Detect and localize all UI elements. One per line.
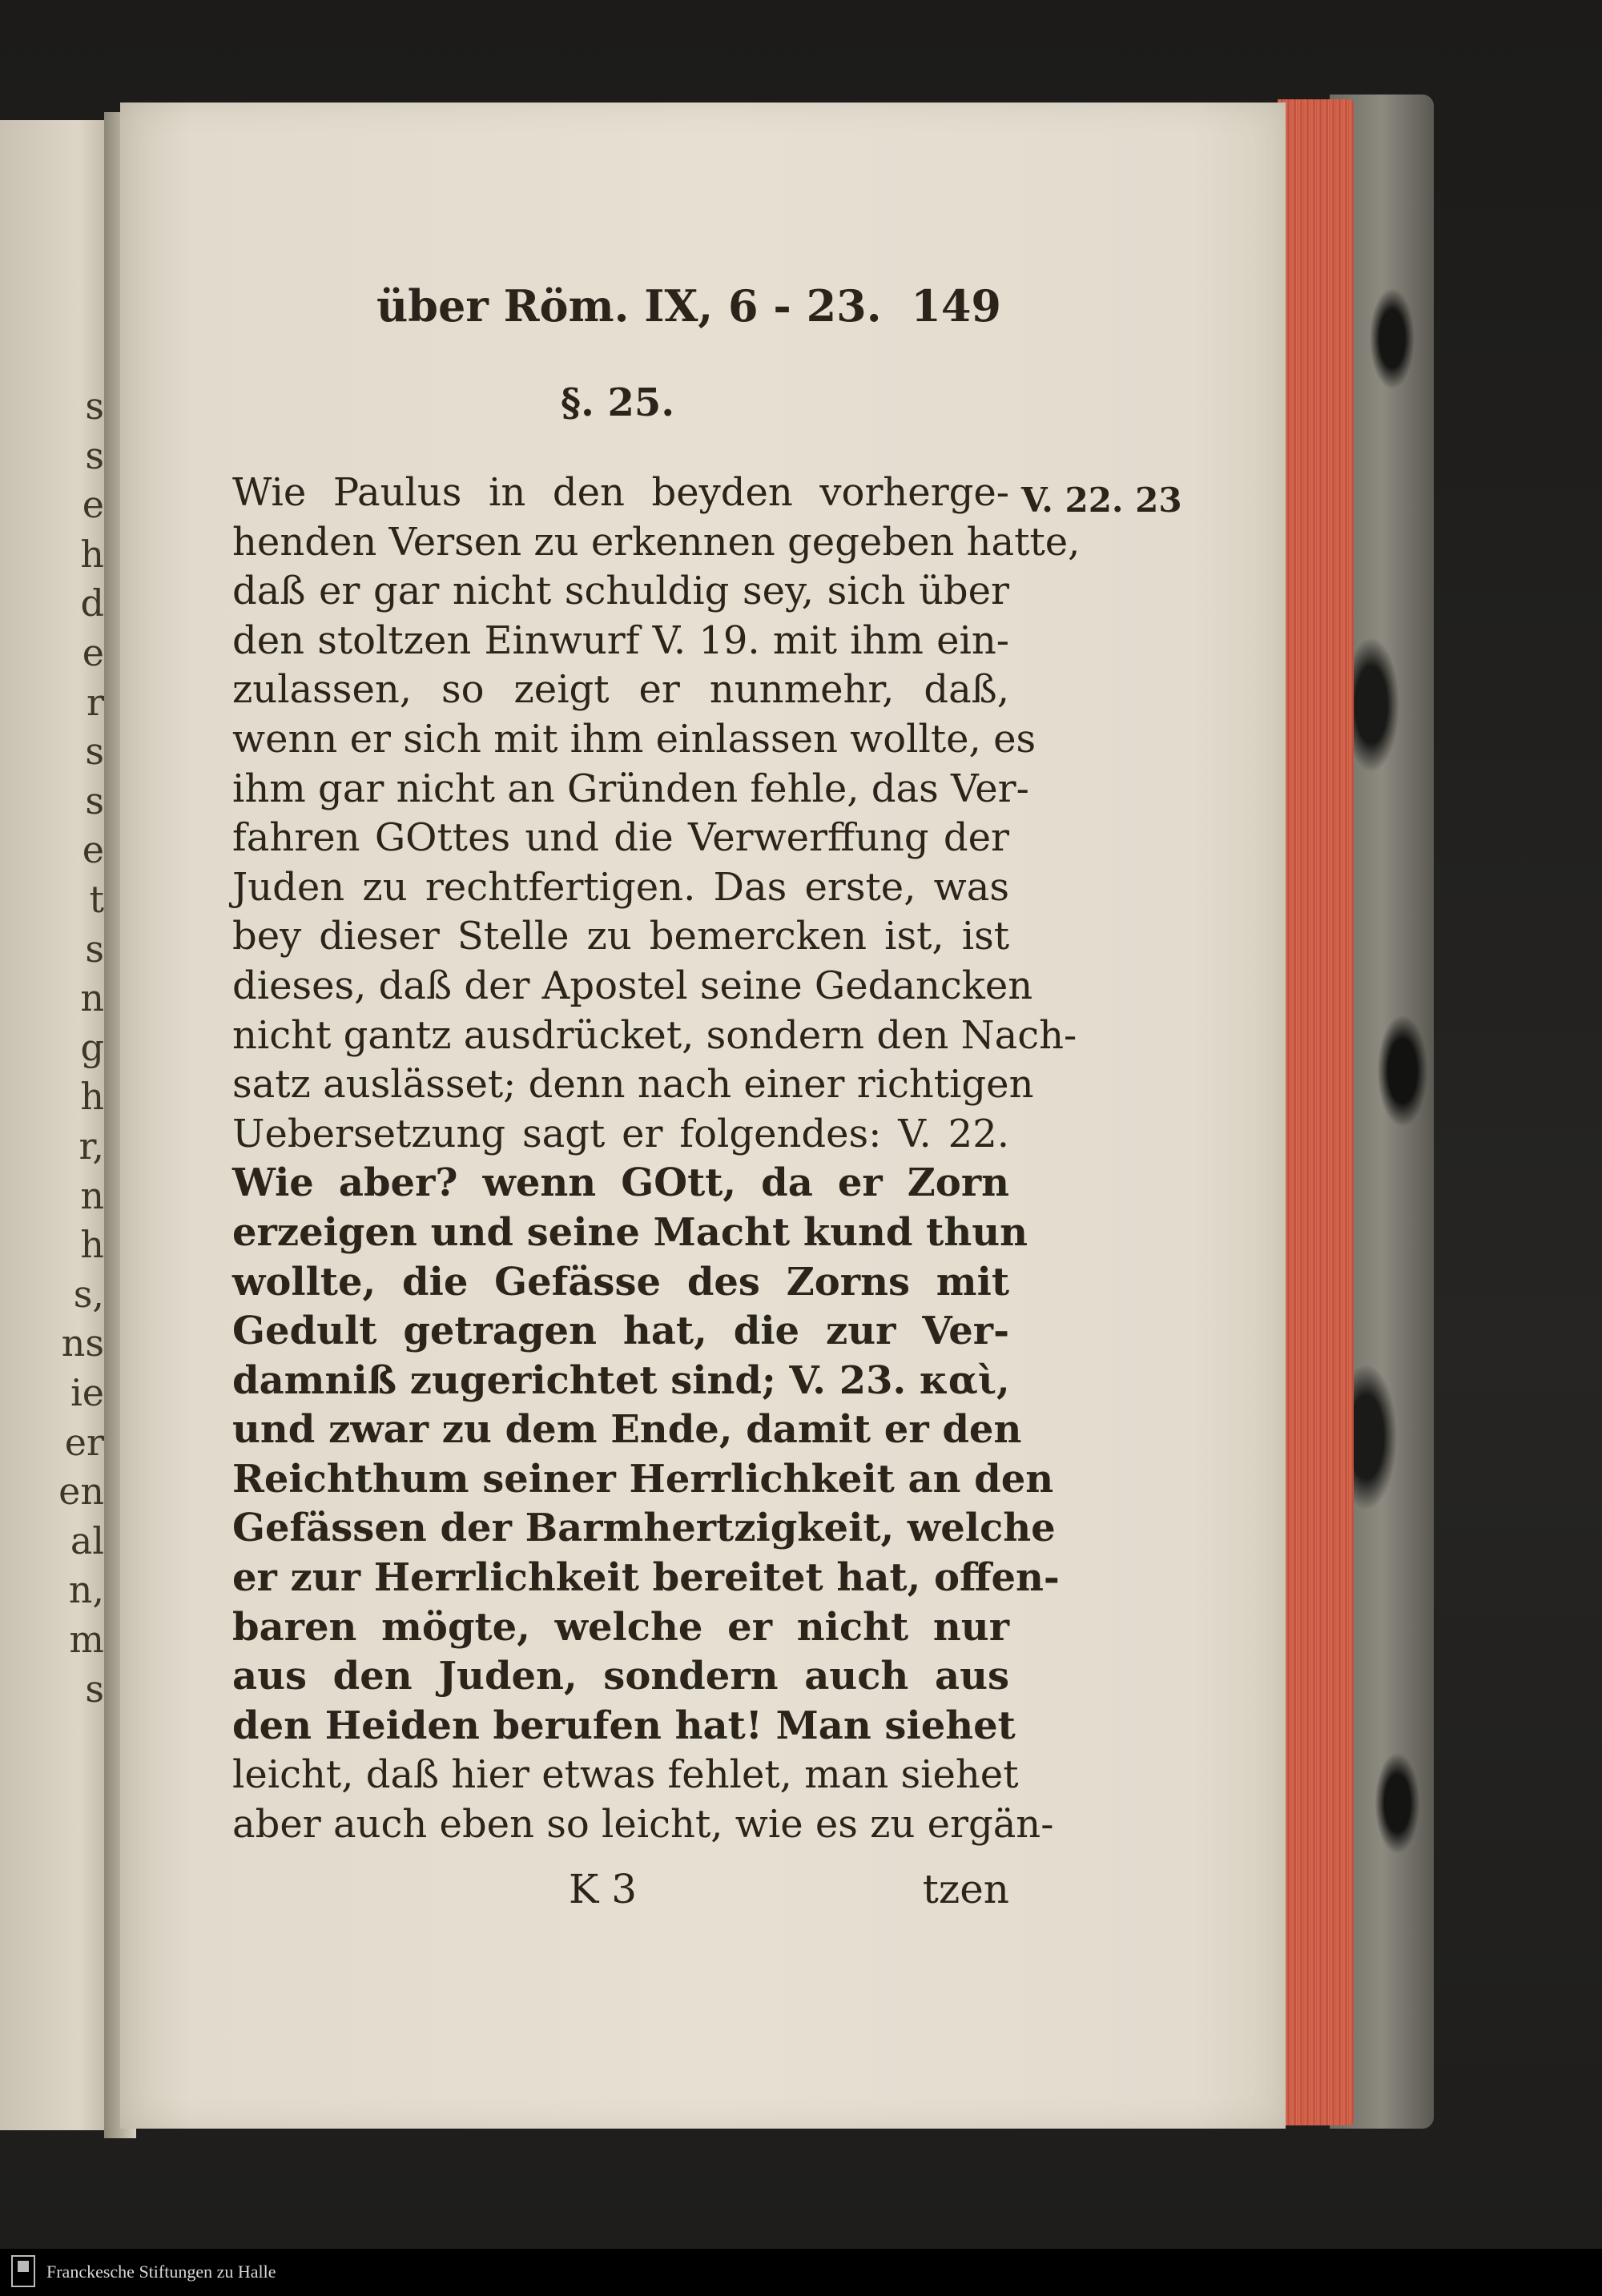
credit-bar xyxy=(0,2249,1602,2296)
facing-page-fragment: s xyxy=(85,730,104,774)
text-line: Juden zu rechtfertigen. Das erste, was xyxy=(232,864,1009,910)
text-line: leicht, daß hier etwas fehlet, man siehet xyxy=(232,1752,1019,1798)
text-line: Reichthum seiner Herrlichkeit an den xyxy=(232,1456,1054,1502)
facing-page-fragment: h xyxy=(80,1075,104,1119)
text-line: nicht gantz ausdrücket, sondern den Nach- xyxy=(232,1012,1077,1058)
text-line: den stoltzen Einwurf V. 19. mit ihm ein- xyxy=(232,617,1009,663)
body-text xyxy=(232,468,1081,1850)
signature-mark: K 3 xyxy=(569,1866,638,1912)
text-line: henden Versen zu erkennen gegeben hatte, xyxy=(232,519,1081,565)
page-number: 149 xyxy=(911,280,1001,332)
running-title: über Röm. IX, 6 - 23. xyxy=(376,280,882,332)
text-line: aber auch eben so leicht, wie es zu ergän- xyxy=(232,1802,1054,1848)
text-line: aus den Juden, sondern auch aus xyxy=(232,1654,1009,1699)
text-line: erzeigen und seine Macht kund thun xyxy=(232,1209,1028,1255)
text-line: baren mögte, welche er nicht nur xyxy=(232,1604,1009,1650)
facing-page-fragment: s xyxy=(85,778,104,822)
facing-page-fragment: r, xyxy=(78,1124,104,1168)
facing-page-fragment: h xyxy=(80,1223,104,1267)
facing-page-fragment: d xyxy=(80,581,104,625)
text-line: bey dieser Stelle zu bemercken ist, ist xyxy=(232,914,1009,959)
facing-page-fragment: t xyxy=(89,878,104,921)
facing-page-fragment: ie xyxy=(70,1371,104,1414)
text-line: Wie aber? wenn GOtt, da er Zorn xyxy=(232,1160,1009,1206)
text-line: wenn er sich mit ihm einlassen wollte, es xyxy=(232,716,1036,762)
margin-note: V. 22. 23 xyxy=(1021,481,1182,520)
text-line: daß er gar nicht schuldig sey, sich über xyxy=(232,569,1009,614)
facing-page-edge xyxy=(0,120,112,2130)
text-line: den Heiden berufen hat! Man siehet xyxy=(232,1703,1016,1748)
facing-page-fragment: n, xyxy=(68,1568,104,1612)
text-line: satz auslässet; denn nach einer richtigen xyxy=(232,1062,1034,1108)
facing-page-fragment: s xyxy=(85,927,104,971)
institution-logo-icon xyxy=(11,2255,35,2287)
section-heading: §. 25. xyxy=(561,380,675,425)
text-line: wollte, die Gefässe des Zorns mit xyxy=(232,1259,1009,1305)
text-line: zulassen, so zeigt er nunmehr, daß, xyxy=(232,667,1009,713)
text-line: Wie Paulus in den beyden vorherge- xyxy=(232,470,1009,515)
text-line: er zur Herrlichkeit bereitet hat, offen- xyxy=(232,1555,1060,1601)
facing-page-fragment: n xyxy=(80,1173,104,1217)
facing-page-fragment: ns xyxy=(61,1321,104,1365)
running-header xyxy=(376,280,1001,344)
page-edges xyxy=(1278,99,1354,2125)
text-line: Gedult getragen hat, die zur Ver- xyxy=(232,1309,1009,1354)
facing-page-fragment: m xyxy=(69,1618,104,1661)
facing-page-fragment: h xyxy=(80,532,104,576)
text-line: und zwar zu dem Ende, damit er den xyxy=(232,1407,1022,1453)
text-line: damniß zugerichtet sind; V. 23. καὶ, xyxy=(232,1357,1010,1403)
facing-page-fragment: s xyxy=(85,384,104,428)
facing-page-fragment: r xyxy=(87,680,104,724)
text-line: Gefässen der Barmhertzigkeit, welche xyxy=(232,1506,1056,1551)
facing-page-fragment: e xyxy=(82,828,104,872)
credit-text: Franckesche Stiftungen zu Halle xyxy=(46,2262,276,2282)
catchword: tzen xyxy=(922,1866,1009,1912)
facing-page-fragment: en xyxy=(58,1470,104,1514)
facing-page-fragment: s xyxy=(85,1667,104,1711)
text-line: dieses, daß der Apostel seine Gedancken xyxy=(232,963,1033,1008)
facing-page-fragment: s, xyxy=(73,1272,104,1316)
text-line: fahren GOttes und die Verwerffung der xyxy=(232,815,1009,861)
page-footer xyxy=(232,1866,1009,1922)
text-line: Uebersetzung sagt er folgendes: V. 22. xyxy=(232,1111,1009,1156)
facing-page-fragment: er xyxy=(64,1420,104,1464)
facing-page-fragment: g xyxy=(80,1025,104,1069)
facing-page-fragment: n xyxy=(80,976,104,1020)
text-line: ihm gar nicht an Gründen fehle, das Ver- xyxy=(232,766,1029,811)
facing-page-fragment: e xyxy=(82,631,104,674)
facing-page-fragment: s xyxy=(85,433,104,477)
facing-page-fragment: e xyxy=(82,483,104,527)
facing-page-fragment: al xyxy=(70,1518,104,1562)
